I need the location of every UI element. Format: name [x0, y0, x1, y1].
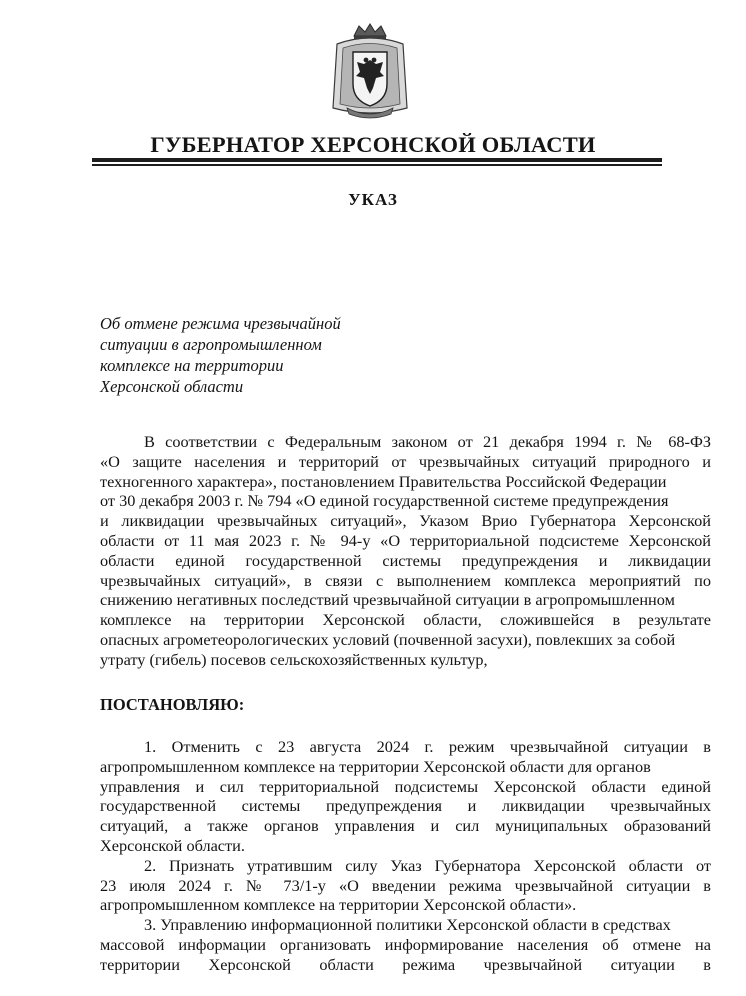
item-line: массовой информации организовать информирование населения об отмене на: [100, 934, 711, 954]
item-line: агропромышленном комплексе на территории Херсонской области для органов: [100, 756, 651, 776]
preamble-paragraph: [100, 432, 711, 670]
item-line: 1. Отменить с 23 августа 2024 г. режим чрезвычайной ситуации в: [144, 737, 711, 756]
item-line: ситуаций, а также органов управления и сил муниципальных образований: [100, 816, 711, 836]
issuer-title: ГУБЕРНАТОР ХЕРСОНСКОЙ ОБЛАСТИ: [150, 132, 596, 157]
subject-line: Херсонской области: [100, 377, 244, 396]
preamble-line: комплексе на территории Херсонской области, сложившейся в результате: [100, 610, 711, 630]
preamble-line: техногенного характера», постановлением Правительства Российской Федерации: [100, 471, 667, 491]
preamble-line: В соответствии с Федеральным законом от 21 декабря 1994 г. № 68-ФЗ: [144, 432, 711, 451]
preamble-line: утрату (гибель) посевов сельскохозяйственных культур,: [100, 649, 488, 669]
item-line: управления и сил территориальной подсистемы Херсонской области единой: [100, 776, 711, 796]
preamble-line: и ликвидации чрезвычайных ситуаций», Указом Врио Губернатора Херсонской: [100, 511, 711, 531]
kherson-oblast-coat-of-arms-icon: [329, 22, 411, 122]
resolve-heading: ПОСТАНОВЛЯЮ:: [100, 695, 245, 714]
item-line: 23 июля 2024 г. № 73/1-у «О введении режима чрезвычайной ситуации в: [100, 875, 711, 895]
preamble-line: области единой государственной системы предупреждения и ликвидации: [100, 550, 711, 570]
subject-line: ситуации в агропромышленном: [100, 335, 322, 354]
preamble-line: области от 11 мая 2023 г. № 94-у «О территориальной подсистеме Херсонской: [100, 530, 711, 550]
item-line: 2. Признать утратившим силу Указ Губернатора Херсонской области от: [144, 855, 711, 875]
header-rule-thick: [92, 158, 662, 162]
decree-subject: [100, 313, 400, 397]
item-line: 3. Управлению информационной политики Херсонской области в средствах: [144, 915, 671, 935]
preamble-line: чрезвычайных ситуаций», в связи с выполнением комплекса мероприятий по: [100, 570, 711, 590]
preamble-line: опасных агрометеорологических условий (почвенной засухи), повлекших за собой: [100, 629, 676, 649]
preamble-line: от 30 декабря 2003 г. № 794 «О единой государственной системе предупреждения: [100, 491, 669, 511]
decree-items: [100, 737, 711, 975]
item-line: Херсонской области.: [100, 835, 245, 855]
item-line: агропромышленном комплексе на территории Херсонской области».: [100, 895, 577, 915]
subject-line: Об отмене режима чрезвычайной: [100, 314, 341, 333]
preamble-line: снижению негативных последствий чрезвычайной ситуации в агропромышленном: [100, 590, 675, 610]
subject-line: комплексе на территории: [100, 356, 284, 375]
header-rule-thin: [92, 164, 662, 166]
item-line: государственной системы предупреждения и ликвидации чрезвычайных: [100, 796, 711, 816]
item-line: территории Херсонской области режима чрезвычайной ситуации в: [100, 954, 711, 974]
preamble-line: «О защите населения и территорий от чрезвычайных ситуаций природного и: [100, 451, 711, 471]
document-type-heading: УКАЗ: [348, 190, 398, 209]
